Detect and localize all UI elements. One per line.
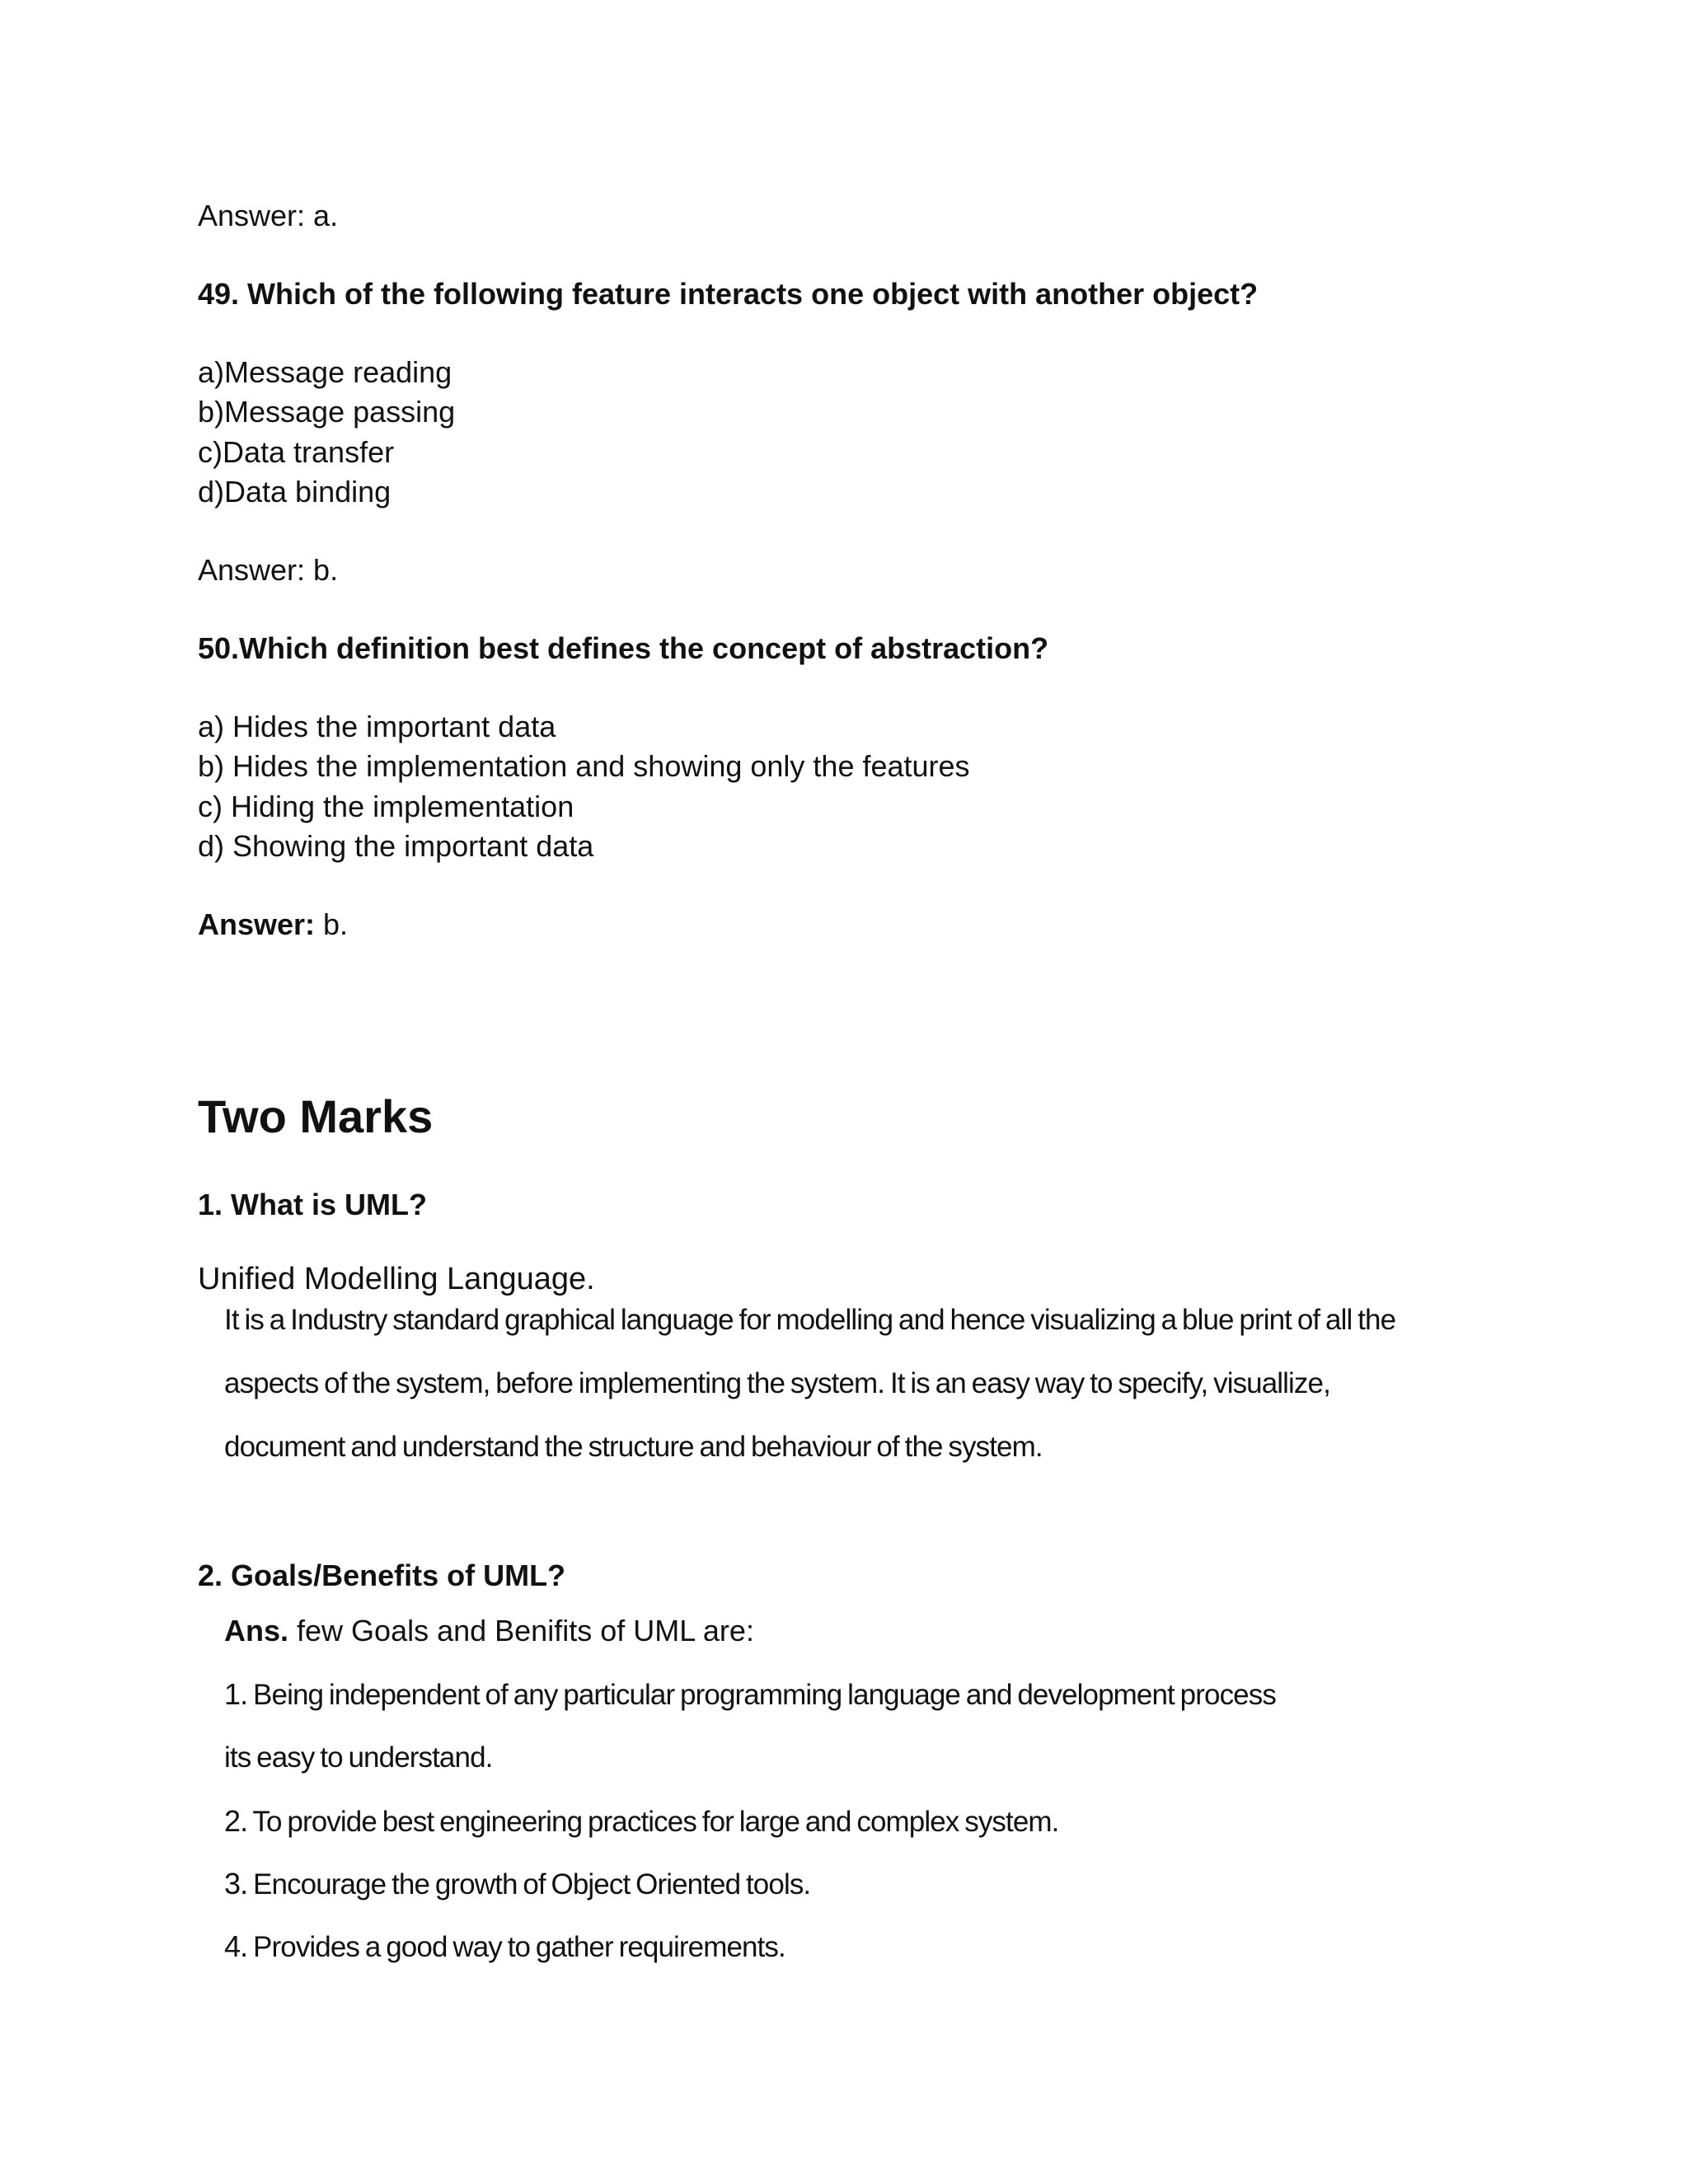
- q49-option-b: b)Message passing: [198, 395, 456, 429]
- goal-point-1-continued: [224, 1740, 492, 1776]
- goal-point-4-text: Provides a good way to gather requirements.: [247, 1931, 785, 1963]
- goals-ans-text: few Goals and Benifits of UML are:: [288, 1614, 754, 1647]
- goal-point-3-number: 3.: [224, 1867, 248, 1900]
- q49-option-d: d)Data binding: [198, 475, 392, 509]
- goal-point-4: [224, 1929, 785, 1966]
- section-heading-two-marks: Two Marks: [198, 1090, 434, 1142]
- goal-point-2-text: To provide best engineering practices for large and complex system.: [247, 1806, 1059, 1838]
- uml-answer-line-2: aspects of the system, before implementing the system. It is an easy way to specify, visuallize,: [224, 1367, 1330, 1399]
- question-49: 49. Which of the following feature interacts one object with another object?: [198, 277, 1259, 311]
- q50-answer: [198, 907, 348, 943]
- q49-answer: Answer: b.: [198, 553, 339, 587]
- uml-answer-lead: Unified Modelling Language.: [198, 1262, 595, 1296]
- question-50: 50.Which definition best defines the concept of abstraction?: [198, 631, 1049, 665]
- goal-point-3: [224, 1866, 810, 1903]
- goal-point-2-number: 2.: [224, 1804, 248, 1838]
- uml-answer-line-3: document and understand the structure and behaviour of the system.: [224, 1431, 1043, 1463]
- goal-point-1-text: Being independent of any particular programming language and development process: [247, 1679, 1276, 1711]
- q49-option-c: c)Data transfer: [198, 435, 395, 469]
- q50-option-b: b) Hides the implementation and showing only the features: [198, 749, 970, 783]
- goal-point-1: [224, 1676, 1276, 1713]
- goal-point-3-text: Encourage the growth of Object Oriented tools.: [247, 1868, 811, 1900]
- q50-option-a: a) Hides the important data: [198, 710, 556, 743]
- goal-point-2: [224, 1803, 1059, 1840]
- q50-answer-value: b.: [315, 907, 349, 941]
- goal-point-4-number: 4.: [224, 1929, 248, 1963]
- goal-point-1-continued-text: its easy to understand.: [224, 1741, 493, 1774]
- two-marks-question-1: 1. What is UML?: [198, 1188, 427, 1221]
- goals-ans-label: Ans.: [224, 1614, 289, 1647]
- q49-option-a: a)Message reading: [198, 355, 452, 389]
- two-marks-question-2: 2. Goals/Benefits of UML?: [198, 1558, 566, 1592]
- uml-answer-line-1: It is a Industry standard graphical language for modelling and hence visualizing a blue print of all the: [224, 1304, 1396, 1336]
- q50-option-d: d) Showing the important data: [198, 829, 594, 863]
- q50-option-c: c) Hiding the implementation: [198, 790, 574, 823]
- answer-48: Answer: a.: [198, 199, 339, 232]
- goal-point-1-number: 1.: [224, 1677, 248, 1711]
- goals-intro: [224, 1613, 754, 1649]
- q50-answer-label: Answer:: [198, 907, 316, 941]
